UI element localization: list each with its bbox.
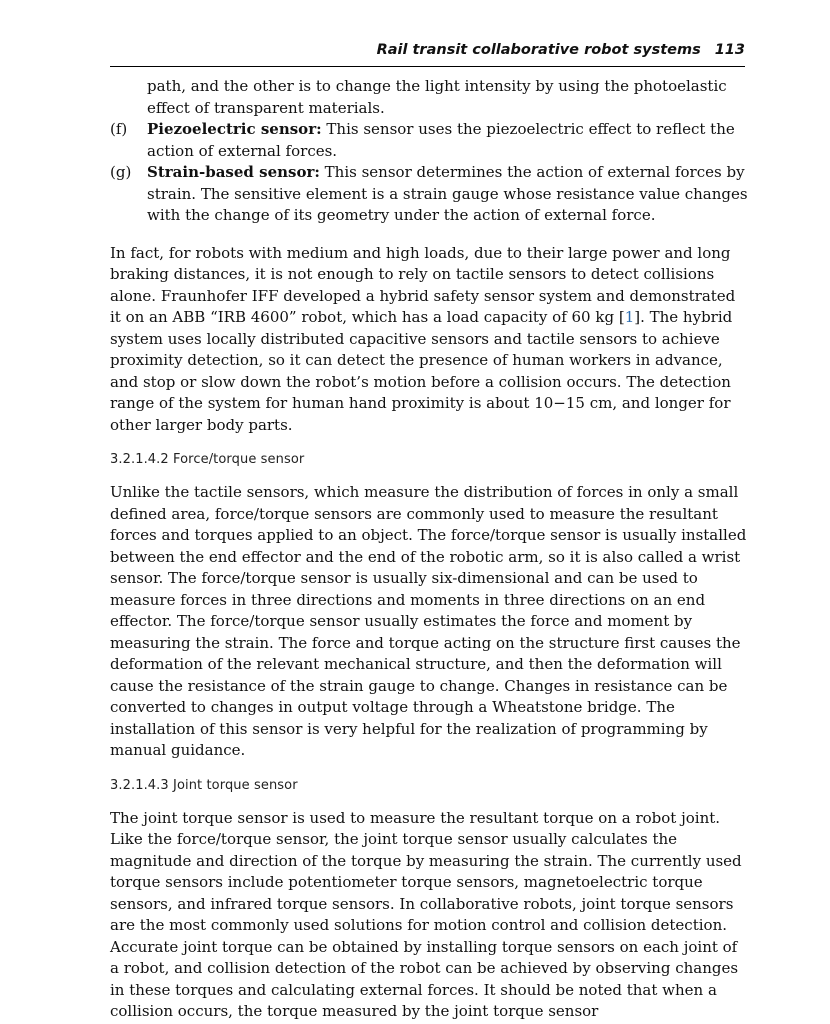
paragraph-force-torque: Unlike the tactile sensors, which measure the distribution of forces in only a small defined area, force/torque sensors are commonly used to measure the resultant forces and torques applied to an object. The force/torque sensor is usually installed between the end effector and the end of the robotic arm, so it is also called a wrist sensor. The force/torque sensor is usually six-dimensional and can be used to measure forces in three directions and moments in three directions on an end effector. The force/torque sensor usually estimates the force and moment by measuring the strain. The force and torque acting on the structure first causes the deformation of the relevant mechanical structure, and then the deformation will cause the resistance of the strain gauge to change. Changes in resistance can be converted to changes in output voltage through a Wheatstone bridge. The installation of this sensor is very helpful for the realization of programming by manual guidance. [110, 483, 747, 759]
paragraph-hybrid-sensor [110, 243, 750, 437]
paragraph-text: ]. The hybrid system uses locally distributed capacitive sensors and tactile sensors to achieve proximity detection, so it can detect the presence of human workers in advance, and stop or slow down the robot’s motion before a collision occurs. The detection range of the system for human hand proximity is about 10−15 cm, and longer for other larger body parts. [110, 308, 733, 434]
list-text: This sensor determines the action of external forces by strain. The sensitive element is a strain gauge whose resistance value changes with the change of its geometry under the action of external force. [147, 163, 748, 224]
list-term: Piezoelectric sensor: [147, 120, 322, 138]
continuation-text: path, and the other is to change the light intensity by using the photoelastic effect of transparent materials. [147, 77, 727, 117]
running-header [110, 40, 745, 67]
citation-link[interactable]: 1 [624, 308, 635, 326]
paragraph-joint-torque: The joint torque sensor is used to measure the resultant torque on a robot joint. Like the force/torque sensor, the joint torque sensor usually calculates the magnitude and direction of the torque by measuring the strain. The currently used torque sensors include potentiometer torque sensors, magnetoelectric torque sensors, and infrared torque sensors. In collaborative robots, joint torque sensors are the most commonly used solutions for motion control and collision detection. Accurate joint torque can be obtained by installing torque sensors on each joint of a robot, and collision detection of the robot can be achieved by observing changes in these torques and calculating external forces. It should be noted that when a collision occurs, the torque measured by the joint torque sensor [110, 808, 742, 1020]
page-number: 113 [714, 42, 745, 58]
list-marker: (f) [110, 120, 128, 138]
list-marker: (g) [110, 163, 132, 181]
section-heading-force-torque: 3.2.1.4.2 Force/torque sensor [110, 452, 305, 467]
paragraph-text: In fact, for robots with medium and high loads, due to their large power and long braking distances, it is not enough to rely on tactile sensors to detect collisions alone. Fraunhofer IFF developed a hybrid safety sensor system and demonstrated it on an ABB “IRB 4600” robot, which has a load capacity of 60 kg [ [110, 243, 736, 326]
list-item-strain [110, 162, 750, 227]
list-text: This sensor uses the piezoelectric effect to reflect the action of external forces. [147, 120, 735, 160]
running-title: Rail transit collaborative robot systems [376, 42, 701, 58]
section-heading-joint-torque: 3.2.1.4.3 Joint torque sensor [110, 777, 298, 793]
list-item-piezoelectric [110, 119, 750, 162]
page-body [110, 76, 750, 1023]
list-term: Strain-based sensor: [147, 163, 320, 181]
